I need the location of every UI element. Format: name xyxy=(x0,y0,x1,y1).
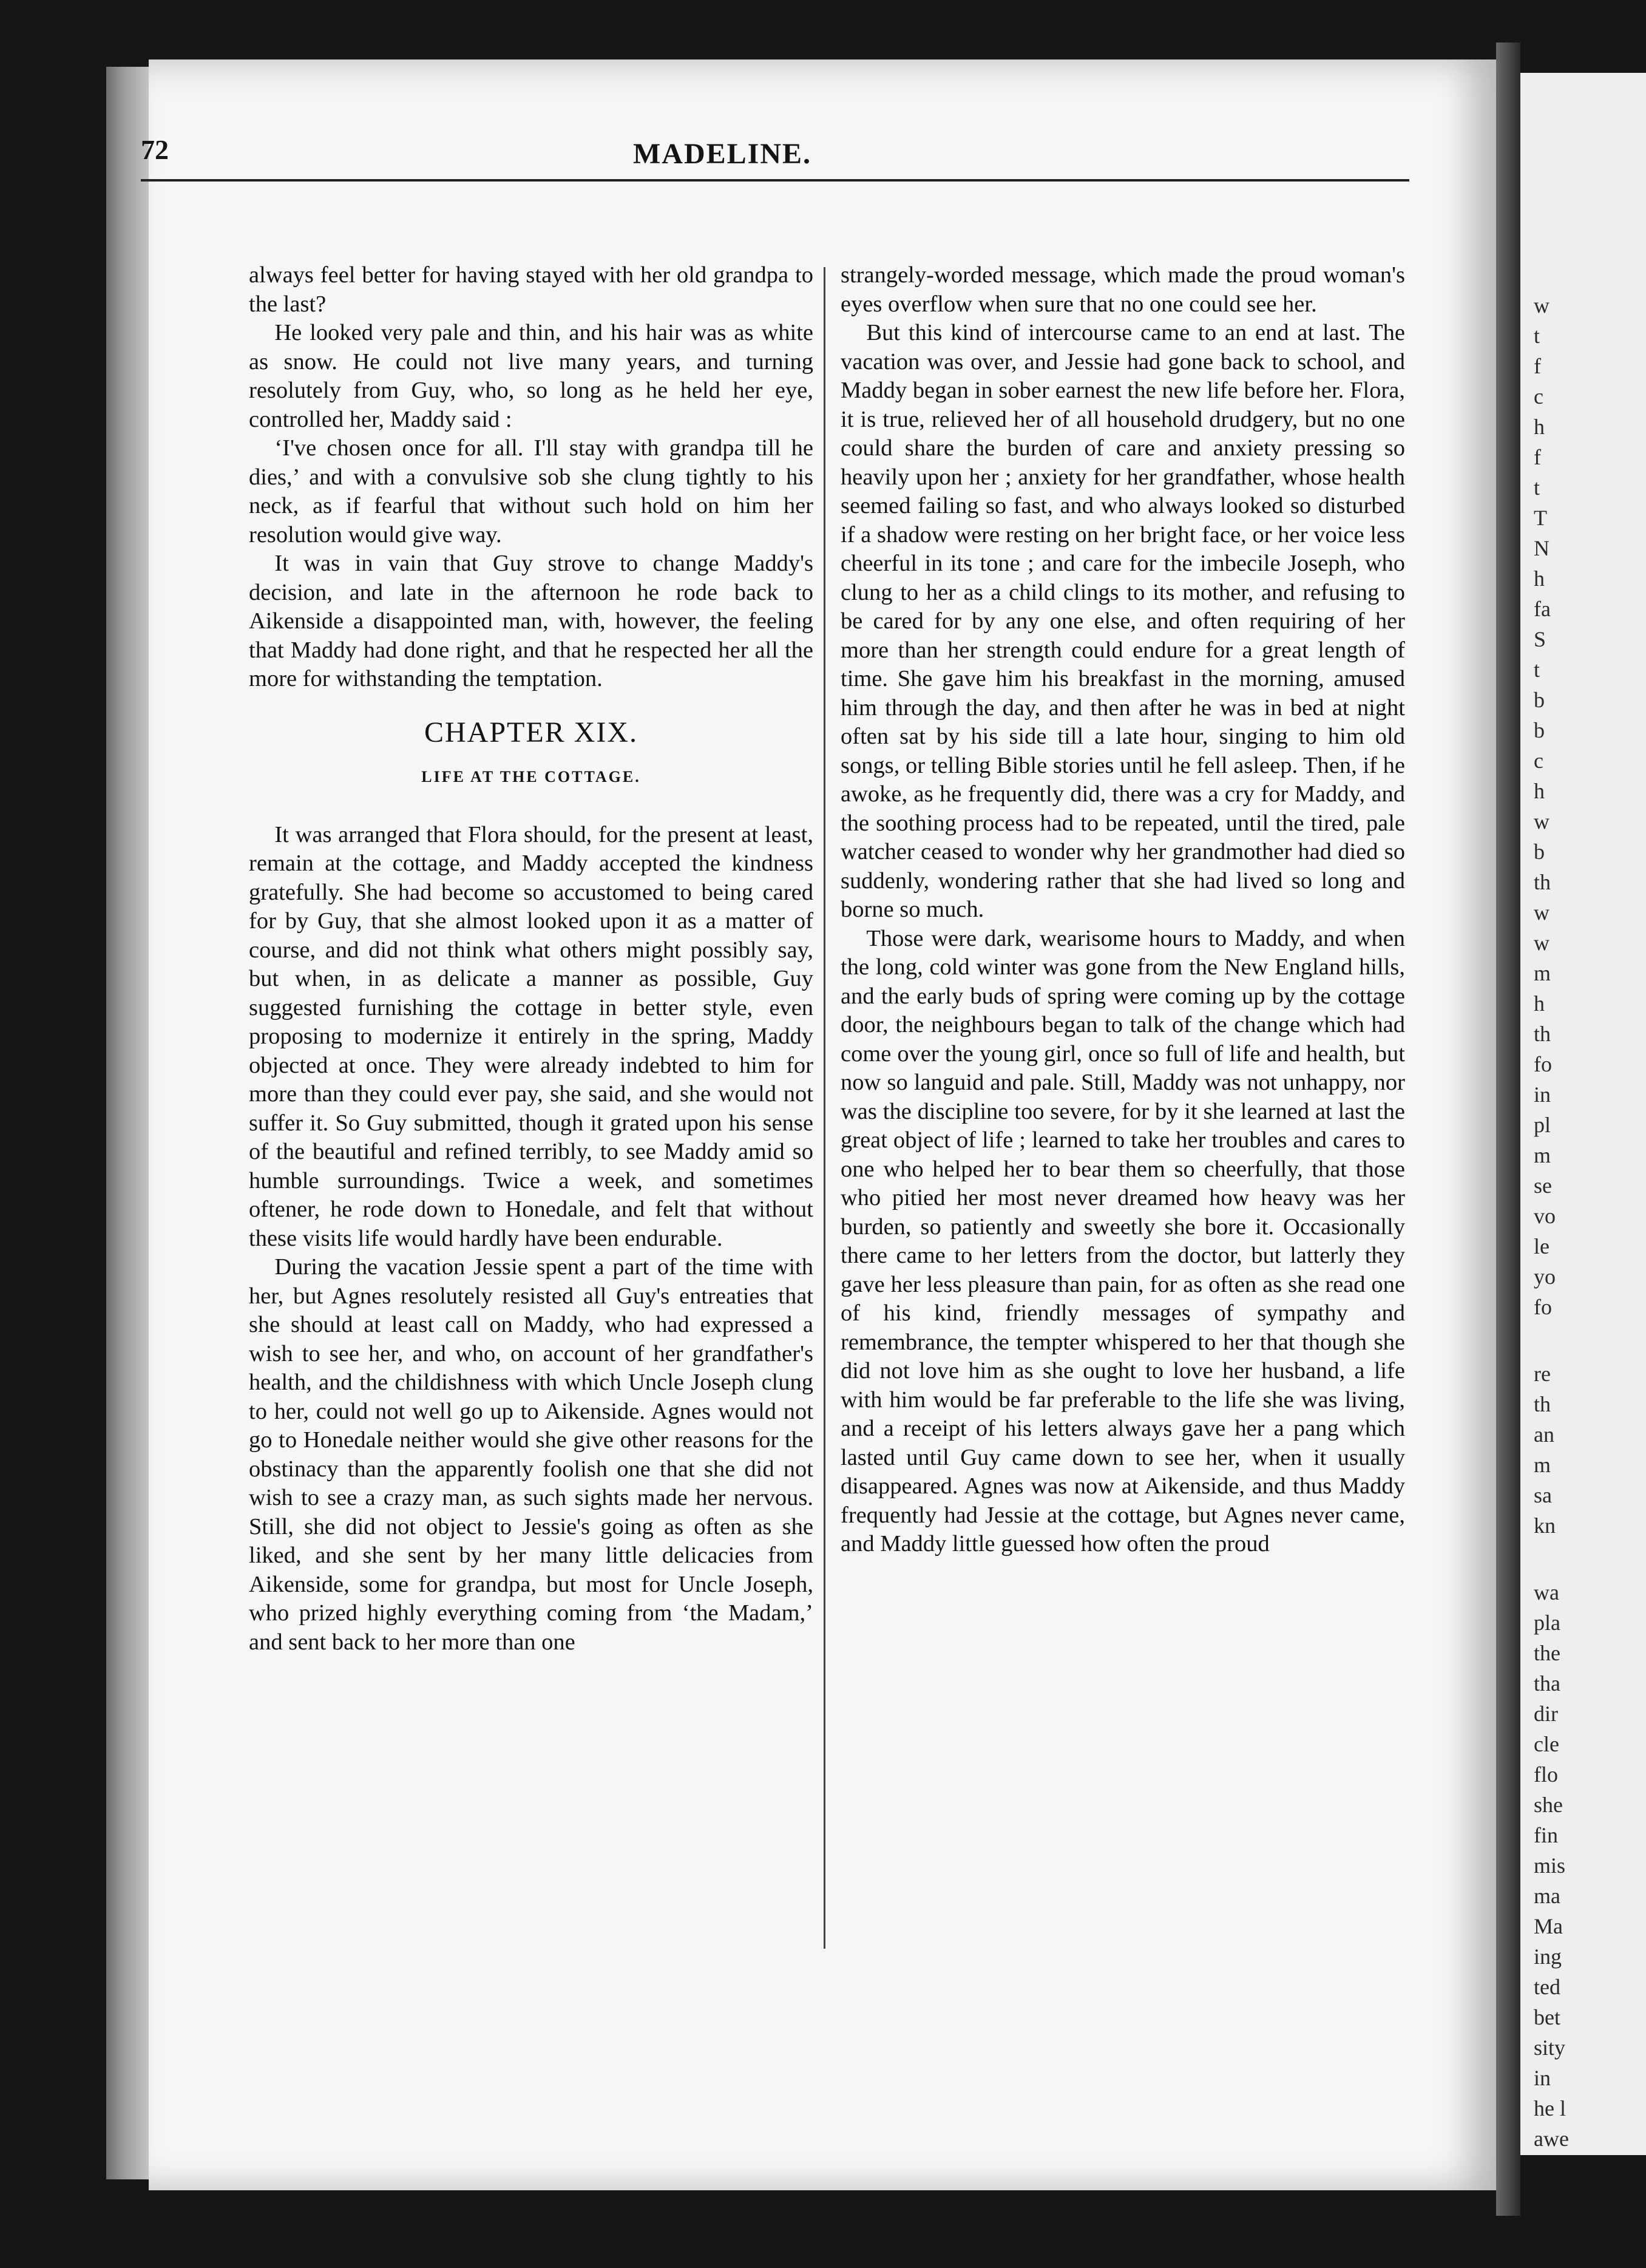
facing-page-fragment: cle xyxy=(1534,1732,1559,1756)
facing-page-fragment: fin xyxy=(1534,1823,1558,1847)
paragraph: But this kind of intercourse came to an end at last. The vacation was over, and Jessie had gone back to school, and Maddy began in sober earnest the new life before her. Flora, it is true, relieved her of all household drudgery, but no one could share the burden of care and anxiety pressing so heavily upon her ; anxiety for her grandfather, whose health seemed failing so fast, and who always looked so disturbed if a shadow were resting on her bright face, or her voice less cheerful in its tone ; and care for the imbecile Joseph, who clung to her as a child clings to its mother, and refusing to be cared for by any one else, and often requiring of her more than her strength could endure for a great length of time. She gave him his breakfast in the morning, amused him through the day, and then after he was in bed at night often sat by his side till a late hour, singing to him old songs, or telling Bible stories until he fell asleep. Then, if he awoke, as he frequently did, there was a cry for Maddy, and the soothing process had to be repeated, until the tired, pale watcher ceased to wonder why her grandmother had died so suddenly, wondering rather that she had lived so long and borne so much. xyxy=(841,320,1405,922)
facing-page-fragment: pla xyxy=(1534,1611,1560,1635)
chapter-title: CHAPTER XIX. xyxy=(424,716,638,749)
facing-page-fragment: se xyxy=(1534,1173,1552,1198)
facing-page-fragment: t xyxy=(1534,475,1540,500)
facing-page-fragment: ing xyxy=(1534,1944,1562,1969)
facing-page-fragment: h xyxy=(1534,991,1545,1016)
right-column xyxy=(841,261,1405,1559)
facing-page-fragment: T xyxy=(1534,506,1547,530)
facing-page-fragment: bet xyxy=(1534,2005,1560,2029)
facing-page-fragment: in xyxy=(1534,2066,1551,2090)
facing-page-fragment: t xyxy=(1534,324,1540,348)
page-spine-shadow xyxy=(1496,42,1520,2216)
facing-page-fragment: fo xyxy=(1534,1052,1552,1076)
paragraph: ‘I've chosen once for all. I'll stay with grandpa till he dies,’ and with a convulsive sob she clung tightly to his neck, as if fearful that without such hold on him her resolution would give way. xyxy=(249,435,813,548)
header-rule xyxy=(141,179,1409,182)
facing-page-fragment: m xyxy=(1534,961,1551,985)
facing-page-fragment: ted xyxy=(1534,1975,1560,1999)
paragraph: It was in vain that Guy strove to change Maddy's decision, and late in the afternoon he rode back to Aikenside a disappointed man, with, however, the feeling that Maddy had done right, and that he respected her all the more for withstanding the temptation. xyxy=(249,551,813,691)
facing-page-fragment: w xyxy=(1534,293,1549,317)
facing-page-fragment: fo xyxy=(1534,1295,1552,1319)
paragraph: It was arranged that Flora should, for the present at least, remain at the cottage, and Maddy accepted the kindness gratefully. She had become so accustomed to being cared for by Guy, that she almost looked upon it as a matter of course, and did not think what others might possibly say, but when, in as delicate a manner as possible, Guy suggested furnishing the cottage in better style, even proposing to modernize it entirely in the spring, Maddy objected at once. They were already indebted to him for more than they could ever pay, she said, and she would not suffer it. So Guy submitted, though it grated upon his sense of the beautiful and refined terribly, to see Maddy amid so humble surroundings. Twice a week, and sometimes oftener, he rode down to Honedale, and felt that without these visits life would hardly have been endurable. xyxy=(249,821,813,1251)
facing-page-fragment: S xyxy=(1534,627,1546,651)
facing-page-fragment: w xyxy=(1534,931,1549,955)
facing-page-fragment: an xyxy=(1534,1422,1554,1447)
facing-page-fragment: Ma xyxy=(1534,1914,1563,1938)
paragraph: strangely-worded message, which made the proud woman's eyes overflow when sure that no one could see her. xyxy=(841,262,1405,317)
facing-page-fragment: le xyxy=(1534,1234,1549,1258)
facing-page-fragment: ma xyxy=(1534,1884,1560,1908)
facing-page-fragment: f xyxy=(1534,354,1541,378)
facing-page-fragment: flo xyxy=(1534,1762,1558,1787)
chapter-subtitle: LIFE AT THE COTTAGE. xyxy=(421,768,641,786)
facing-page-fragment: vo xyxy=(1534,1204,1556,1228)
facing-page-fragment: b xyxy=(1534,840,1545,864)
paragraph: During the vacation Jessie spent a part of the time with her, but Agnes resolutely resisted all Guy's entreaties that she should at least call on Maddy, who had expressed a wish to see her, and who, on account of her grandfather's health, and the childishness with which Uncle Joseph clung to her, could not well go up to Aikenside. Agnes would not go to Honedale neither would she give other reasons for the obstinacy than the apparently foolish one that she did not wish to see a crazy man, as such sights made her nervous. Still, she did not object to Jessie's going as often as she liked, and she sent by her many little delicacies from Aikenside, some for grandpa, but most for Uncle Joseph, who prized highly everything coming from ‘the Madam,’ and sent back to her more than one xyxy=(249,1254,813,1655)
facing-page-fragment: sa xyxy=(1534,1483,1552,1507)
facing-page-fragment: awe xyxy=(1534,2127,1569,2151)
facing-page-fragment: m xyxy=(1534,1453,1551,1477)
facing-page-fragment: c xyxy=(1534,384,1543,409)
facing-page-fragment: tha xyxy=(1534,1671,1560,1696)
facing-page-fragment: th xyxy=(1534,1022,1551,1046)
facing-page-fragment: he l xyxy=(1534,2096,1566,2120)
page-number: 72 xyxy=(141,134,169,165)
facing-page-fragment: th xyxy=(1534,1392,1551,1416)
facing-page-edge xyxy=(1520,73,1646,2155)
facing-page-fragment: w xyxy=(1534,900,1549,925)
book-gutter xyxy=(106,67,149,2179)
facing-page-fragment: she xyxy=(1534,1793,1563,1817)
facing-page-fragment: kn xyxy=(1534,1513,1556,1538)
facing-page-fragment: in xyxy=(1534,1082,1551,1107)
facing-page-fragment: h xyxy=(1534,566,1545,591)
facing-page-fragment: b xyxy=(1534,688,1545,712)
facing-page-fragment: re xyxy=(1534,1362,1551,1386)
facing-page-fragment: fa xyxy=(1534,597,1551,621)
facing-page-fragment: m xyxy=(1534,1143,1551,1167)
running-head: MADELINE. xyxy=(632,138,812,170)
paragraph: He looked very pale and thin, and his hair was as white as snow. He could not live many years, and turning resolutely from Guy, who, so long as he held her eye, controlled her, Maddy said : xyxy=(249,320,813,432)
facing-page-fragment: f xyxy=(1534,445,1541,469)
facing-page-fragment: t xyxy=(1534,657,1540,682)
column-rule xyxy=(824,267,825,1949)
facing-page-fragment: th xyxy=(1534,870,1551,894)
facing-page-fragment: N xyxy=(1534,536,1549,560)
paragraph: always feel better for having stayed with her old grandpa to the last? xyxy=(249,262,813,317)
facing-page-fragment: pl xyxy=(1534,1113,1551,1137)
left-column xyxy=(249,261,813,1657)
facing-page-fragment: sity xyxy=(1534,2035,1566,2060)
facing-page-fragment: h xyxy=(1534,415,1545,439)
facing-page-fragment: b xyxy=(1534,718,1545,742)
facing-page-fragment: mis xyxy=(1534,1853,1566,1878)
facing-page-fragment: yo xyxy=(1534,1265,1556,1289)
facing-page-fragment: dir xyxy=(1534,1702,1558,1726)
facing-page-fragment: c xyxy=(1534,749,1543,773)
facing-page-fragment: wa xyxy=(1534,1580,1559,1604)
facing-page-fragment: the xyxy=(1534,1641,1560,1665)
paragraph: Those were dark, wearisome hours to Maddy, and when the long, cold winter was gone from the New England hills, and the early buds of spring were coming up by the cottage door, the neighbours began to talk of the change which had come over the young girl, once so full of life and health, but now so languid and pale. Still, Maddy was not unhappy, nor was the discipline too severe, for by it she learned at last the great object of life ; learned to take her troubles and cares to one who helped her to bear them so cheerfully, that those who pitied her most never dreamed how heavy was her burden, so patiently and sweetly she bore it. Occasionally there came to her letters from the doctor, but latterly they gave her less pleasure than pain, for as often as she read one of his kind, friendly messages of sympathy and remembrance, the tempter whispered to her that though she did not love him as she ought to love her husband, a life with him would be far preferable to the life she was living, and a receipt of his letters always gave her a pang which lasted until Guy came down to see her, when it usually disappeared. Agnes was now at Aikenside, and thus Maddy frequently had Jessie at the cottage, but Agnes never came, and Maddy little guessed how often the proud xyxy=(841,925,1405,1557)
facing-page-fragment: h xyxy=(1534,779,1545,803)
facing-page-fragment: w xyxy=(1534,809,1549,834)
